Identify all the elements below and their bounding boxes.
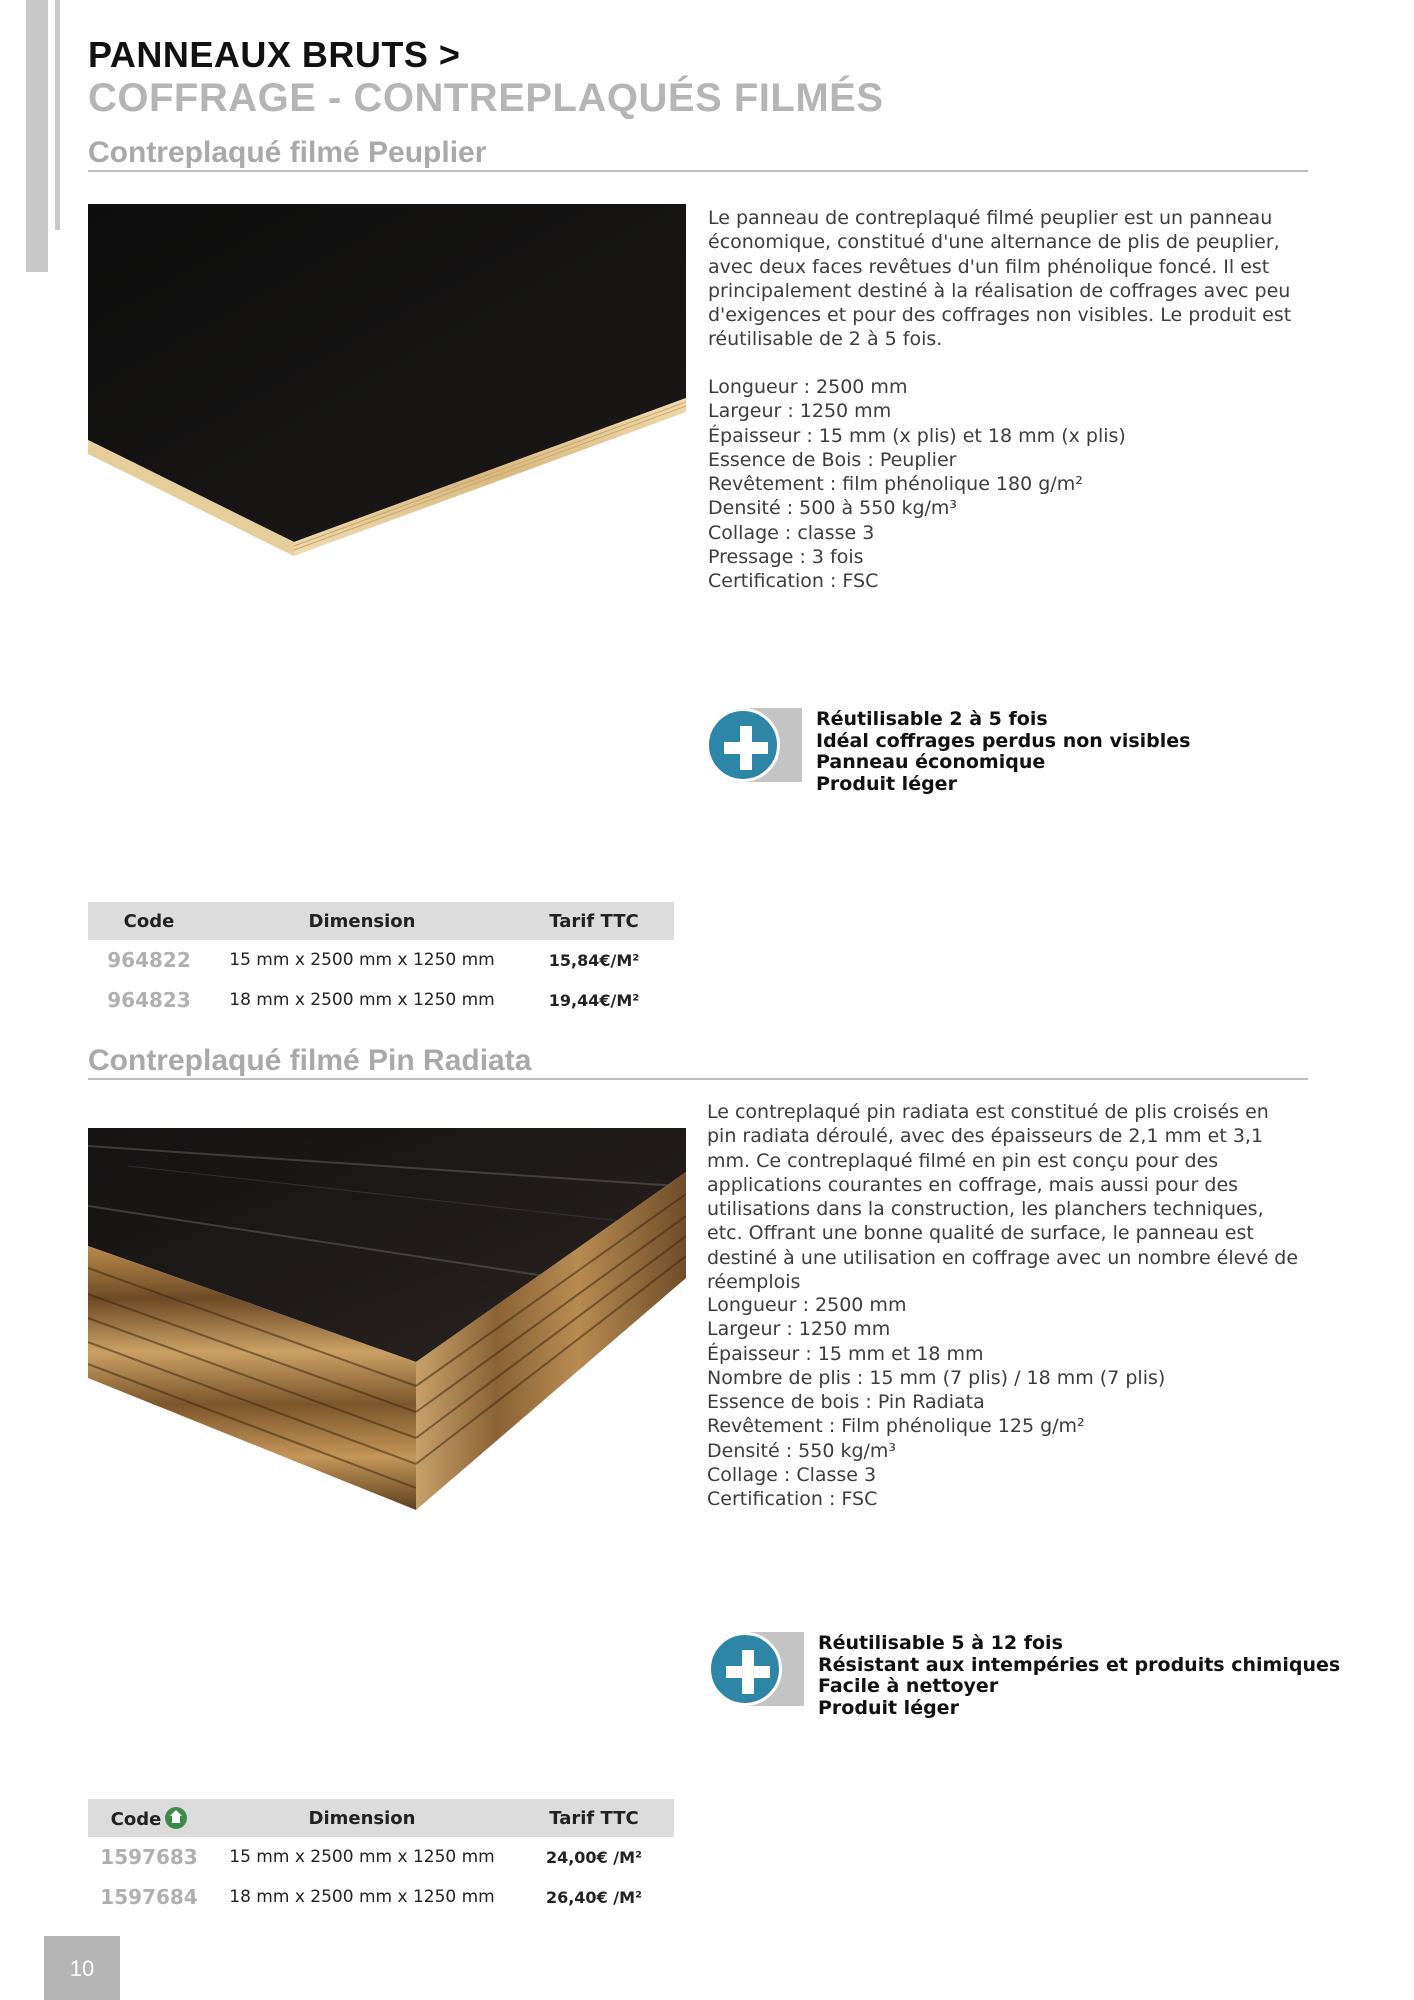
spec-item: Revêtement : film phénolique 180 g/m² [708, 473, 1083, 496]
table-row [88, 940, 674, 980]
table-header-price: Tarif TTC [514, 1799, 674, 1837]
spec-item: Longueur : 2500 mm [707, 1294, 907, 1316]
product-price: 15,84€/M² [548, 950, 640, 970]
product-code: 964823 [107, 988, 191, 1012]
benefit-item: Panneau économique [816, 751, 1046, 773]
spec-item: Revêtement : Film phénolique 125 g/m² [707, 1415, 1085, 1438]
table-row [88, 980, 674, 1020]
benefit-item: Facile à nettoyer [818, 1675, 999, 1697]
side-accent-bar [26, 0, 48, 272]
spec-item: Pressage : 3 fois [708, 546, 864, 569]
spec-item: Densité : 500 à 550 kg/m³ [708, 497, 958, 520]
benefit-list [816, 709, 1190, 795]
product-dimension: 15 mm x 2500 mm x 1250 mm [229, 1847, 495, 1867]
benefit-list [818, 1633, 1340, 1719]
benefit-item: Produit léger [818, 1696, 959, 1719]
product-code: 1597683 [100, 1845, 198, 1869]
product-code: 964822 [107, 948, 191, 972]
spec-item: Épaisseur : 15 mm (x plis) et 18 mm (x plis) [708, 424, 1126, 447]
spec-list [708, 375, 1126, 594]
side-accent-line [55, 0, 60, 230]
plus-icon [706, 708, 802, 782]
green-house-icon [165, 1807, 187, 1829]
product-title: Contreplaqué filmé Pin Radiata [88, 1044, 532, 1077]
benefit-item: Résistant aux intempéries et produits chimiques [818, 1653, 1341, 1676]
spec-item: Essence de bois : Pin Radiata [707, 1391, 985, 1414]
product-price: 24,00€ /M² [545, 1847, 643, 1867]
product-price: 19,44€/M² [548, 990, 640, 1010]
product-image-peuplier [88, 204, 686, 564]
product-description: Le panneau de contreplaqué filmé peuplier est un panneau économique, constitué d'une alternance de plis de peuplier, avec deux faces revêtues d'un film phénolique foncé. Il est principalement destiné à la réalisation de coffrages avec peu d'exigences et pour des coffrages non visibles. Le produit est réutilisable de 2 à 5 fois. [708, 207, 1292, 351]
benefit-item: Idéal coffrages perdus non visibles [816, 729, 1191, 752]
spec-item: Épaisseur : 15 mm et 18 mm [707, 1342, 984, 1365]
spec-item: Collage : classe 3 [708, 521, 875, 544]
benefit-item: Réutilisable 2 à 5 fois [816, 708, 1048, 730]
product-title: Contreplaqué filmé Peuplier [88, 136, 487, 169]
table-header-dimension: Dimension [210, 902, 514, 940]
product-price: 26,40€ /M² [545, 1887, 643, 1907]
product-code: 1597684 [100, 1885, 198, 1909]
benefit-item: Produit léger [816, 772, 957, 795]
table-row [88, 1877, 674, 1917]
table-header-code: Code [88, 902, 210, 940]
section-divider [88, 1078, 1308, 1080]
subcategory-title: COFFRAGE - CONTREPLAQUÉS FILMÉS [88, 76, 884, 120]
product-dimension: 18 mm x 2500 mm x 1250 mm [229, 1887, 495, 1907]
price-table [88, 1799, 674, 1917]
table-header-code-label: Code [110, 1808, 162, 1830]
product-dimension: 18 mm x 2500 mm x 1250 mm [229, 990, 495, 1010]
spec-item: Certification : FSC [708, 570, 879, 593]
product-description: Le contreplaqué pin radiata est constitué de plis croisés en pin radiata déroulé, avec des épaisseurs de 2,1 mm et 3,1 mm. Ce contreplaqué filmé en pin est conçu pour des applications courantes en coffrage, mais aussi pour des utilisations dans la construction, les planchers techniques, etc. Offrant une bonne qualité de surface, le panneau est destiné à une utilisation en coffrage avec un nombre élevé de réemplois [707, 1101, 1299, 1294]
page-number: 10 [69, 1956, 95, 1981]
section-divider [88, 170, 1308, 172]
spec-list [707, 1293, 1165, 1512]
spec-item: Essence de Bois : Peuplier [708, 448, 957, 471]
product-image-pin-radiata [88, 1128, 686, 1514]
table-header-price: Tarif TTC [514, 902, 674, 940]
table-header-code [88, 1799, 210, 1837]
benefit-item: Réutilisable 5 à 12 fois [818, 1632, 1063, 1654]
spec-item: Largeur : 1250 mm [707, 1318, 891, 1341]
spec-item: Densité : 550 kg/m³ [707, 1439, 897, 1462]
page-number-badge [44, 1936, 120, 2000]
spec-item: Collage : Classe 3 [707, 1464, 877, 1487]
price-table [88, 902, 674, 1020]
spec-item: Nombre de plis : 15 mm (7 plis) / 18 mm (7 plis) [707, 1366, 1166, 1389]
spec-item: Longueur : 2500 mm [708, 376, 908, 398]
spec-item: Largeur : 1250 mm [708, 400, 892, 423]
plus-icon [708, 1632, 804, 1706]
table-row [88, 1837, 674, 1877]
product-dimension: 15 mm x 2500 mm x 1250 mm [229, 950, 495, 970]
table-header-dimension: Dimension [210, 1799, 514, 1837]
spec-item: Certification : FSC [707, 1488, 878, 1511]
category-title: PANNEAUX BRUTS > [88, 34, 461, 75]
